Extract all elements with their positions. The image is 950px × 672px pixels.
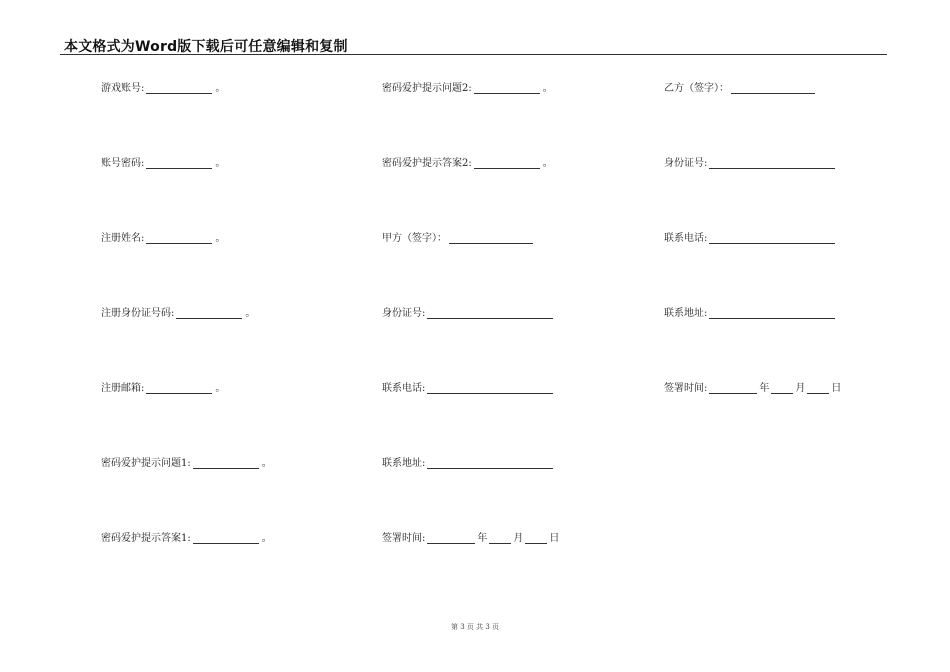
field-label: 密码爱护提示问题1:: [101, 458, 191, 469]
fill-blank[interactable]: [193, 534, 259, 544]
fill-blank[interactable]: [709, 234, 835, 244]
party-b-phone-field: [664, 229, 837, 244]
field-label: 甲方（签字）：: [382, 233, 447, 244]
field-label: 乙方（签字）：: [664, 83, 729, 94]
account-password-field: [101, 154, 225, 169]
month-blank[interactable]: [489, 534, 511, 544]
header-rule: [60, 54, 887, 55]
month-blank[interactable]: [771, 384, 793, 394]
security-question-1-field: [101, 454, 272, 469]
register-email-field: [101, 379, 225, 394]
party-b-sign-date-field: [664, 379, 841, 394]
year-label: 年: [759, 383, 770, 394]
field-suffix: 。: [542, 158, 553, 169]
party-b-signature-field: [664, 79, 817, 94]
month-label: 月: [795, 383, 806, 394]
fill-blank[interactable]: [709, 309, 835, 319]
field-label: 联系地址:: [664, 308, 708, 319]
fill-blank[interactable]: [146, 84, 212, 94]
game-account-field: [101, 79, 225, 94]
field-label: 签署时间:: [664, 383, 708, 394]
page-header-title: 本文格式为Word版下载后可任意编辑和复制: [64, 39, 348, 55]
field-label: 联系地址:: [382, 458, 426, 469]
year-blank[interactable]: [427, 534, 475, 544]
field-suffix: 。: [261, 533, 272, 544]
field-label: 身份证号:: [382, 308, 426, 319]
party-a-address-field: [382, 454, 555, 469]
field-label: 账号密码:: [101, 158, 145, 169]
party-b-address-field: [664, 304, 837, 319]
field-label: 联系电话:: [664, 233, 708, 244]
fill-blank[interactable]: [731, 84, 815, 94]
security-answer-2-field: [382, 154, 553, 169]
fill-blank[interactable]: [427, 459, 553, 469]
page-number-footer: 第 3 页 共 3 页: [450, 623, 500, 631]
field-label: 签署时间:: [382, 533, 426, 544]
security-answer-1-field: [101, 529, 272, 544]
party-a-signature-field: [382, 229, 535, 244]
field-label: 密码爱护提示答案1:: [101, 533, 191, 544]
field-suffix: 。: [215, 383, 226, 394]
field-suffix: 。: [215, 233, 226, 244]
fill-blank[interactable]: [427, 309, 553, 319]
field-suffix: 。: [215, 83, 226, 94]
fill-blank[interactable]: [427, 384, 553, 394]
fill-blank[interactable]: [146, 159, 212, 169]
fill-blank[interactable]: [449, 234, 533, 244]
day-blank[interactable]: [525, 534, 547, 544]
field-label: 注册邮箱:: [101, 383, 145, 394]
field-suffix: 。: [215, 158, 226, 169]
fill-blank[interactable]: [474, 159, 540, 169]
field-label: 联系电话:: [382, 383, 426, 394]
day-blank[interactable]: [807, 384, 829, 394]
party-a-id-number-field: [382, 304, 555, 319]
month-label: 月: [513, 533, 524, 544]
security-question-2-field: [382, 79, 553, 94]
party-b-id-number-field: [664, 154, 837, 169]
field-label: 注册身份证号码:: [101, 308, 175, 319]
day-label: 日: [831, 383, 842, 394]
field-label: 密码爱护提示答案2:: [382, 158, 472, 169]
fill-blank[interactable]: [146, 384, 212, 394]
field-label: 游戏账号:: [101, 83, 145, 94]
party-a-sign-date-field: [382, 529, 559, 544]
field-label: 注册姓名:: [101, 233, 145, 244]
fill-blank[interactable]: [709, 159, 835, 169]
field-suffix: 。: [542, 83, 553, 94]
register-id-number-field: [101, 304, 255, 319]
day-label: 日: [549, 533, 560, 544]
fill-blank[interactable]: [193, 459, 259, 469]
year-blank[interactable]: [709, 384, 757, 394]
fill-blank[interactable]: [146, 234, 212, 244]
field-label: 密码爱护提示问题2:: [382, 83, 472, 94]
register-name-field: [101, 229, 225, 244]
year-label: 年: [477, 533, 488, 544]
fill-blank[interactable]: [474, 84, 540, 94]
party-a-phone-field: [382, 379, 555, 394]
field-label: 身份证号:: [664, 158, 708, 169]
field-suffix: 。: [261, 458, 272, 469]
fill-blank[interactable]: [176, 309, 242, 319]
field-suffix: 。: [245, 308, 256, 319]
